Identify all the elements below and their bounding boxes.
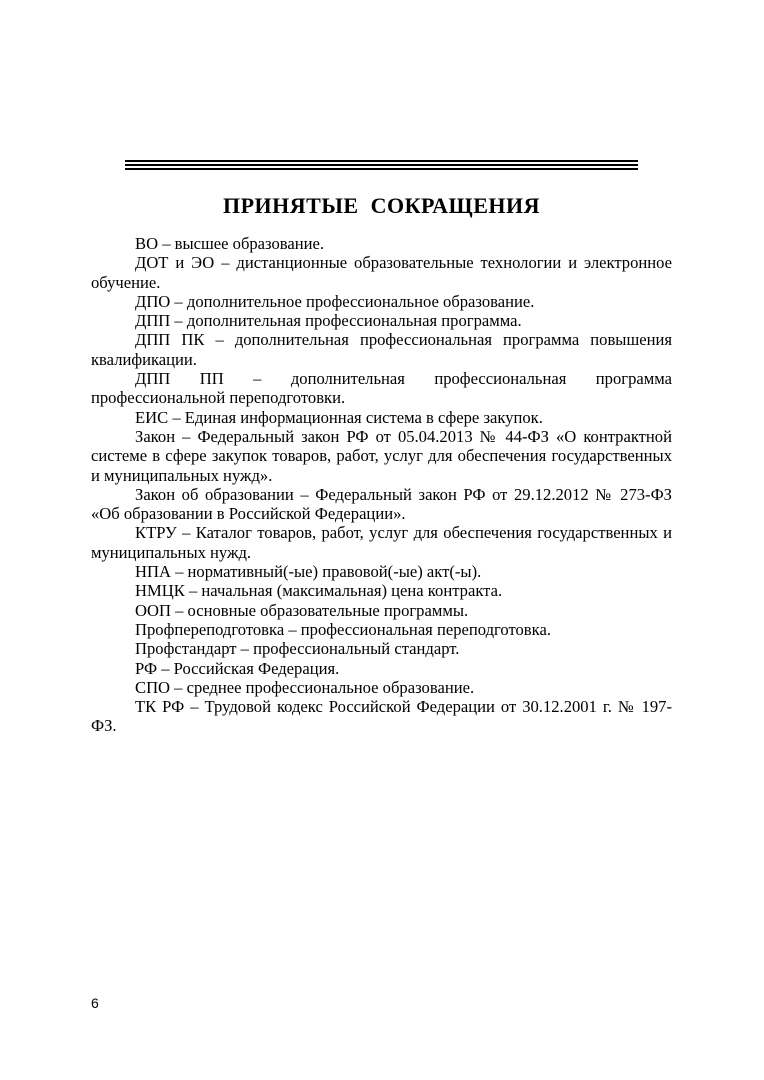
abbreviation-entry: Профстандарт – профессиональный стандарт. (135, 639, 460, 659)
abbreviation-entry: НПА – нормативный(-ые) правовой(-ые) акт(-ы). (135, 562, 482, 582)
abbreviation-entry: РФ – Российская Федерация. (135, 658, 340, 678)
abbreviation-entry: Закон об образовании – Федеральный закон РФ от 29.12.2012 № 273-ФЗ «Об образовании в Российской Федерации». (91, 484, 672, 524)
header-rule-line (125, 160, 638, 162)
abbreviation-entry: СПО – среднее профессиональное образование. (135, 677, 475, 697)
abbreviation-entry: ООП – основные образовательные программы. (135, 600, 469, 620)
abbreviation-entry: ДПП ПК – дополнительная профессиональная программа повышения квалификации. (91, 330, 672, 369)
page-number: 6 (91, 995, 99, 1011)
abbreviation-entry: Профпереподготовка – профессиональная переподготовка. (135, 619, 551, 639)
abbreviation-entry: ДОТ и ЭО – дистанционные образовательные технологии и электронное обучение. (91, 253, 672, 292)
header-rule (125, 160, 638, 172)
header-rule-line (125, 168, 638, 170)
abbreviation-entry: ВО – высшее образование. (135, 234, 325, 253)
abbreviation-entry: НМЦК – начальная (максимальная) цена контракта. (135, 581, 503, 601)
abbreviation-entry: ЕИС – Единая информационная система в сфере закупок. (135, 407, 543, 427)
abbreviation-entry: КТРУ – Каталог товаров, работ, услуг для обеспечения государственных и муниципальных нужд. (91, 523, 672, 562)
abbreviation-entry: ДПП – дополнительная профессиональная программа. (135, 311, 522, 331)
page-title: ПРИНЯТЫЕ СОКРАЩЕНИЯ (222, 193, 541, 218)
abbreviation-entry: ДПО – дополнительное профессиональное образование. (135, 291, 535, 311)
abbreviation-entry: Закон – Федеральный закон РФ от 05.04.2013 № 44-ФЗ «О контрактной системе в сфере закупок товаров, работ, услуг для обеспечения государственных и муниципальных нужд». (91, 426, 672, 485)
header-rule-line (125, 164, 638, 166)
abbreviation-entry: ДПП ПП – дополнительная профессиональная программа профессиональной переподготовки. (91, 369, 672, 408)
abbreviations-list (91, 234, 672, 736)
abbreviation-entry: ТК РФ – Трудовой кодекс Российской Федерации от 30.12.2001 г. № 197-ФЗ. (91, 697, 672, 736)
